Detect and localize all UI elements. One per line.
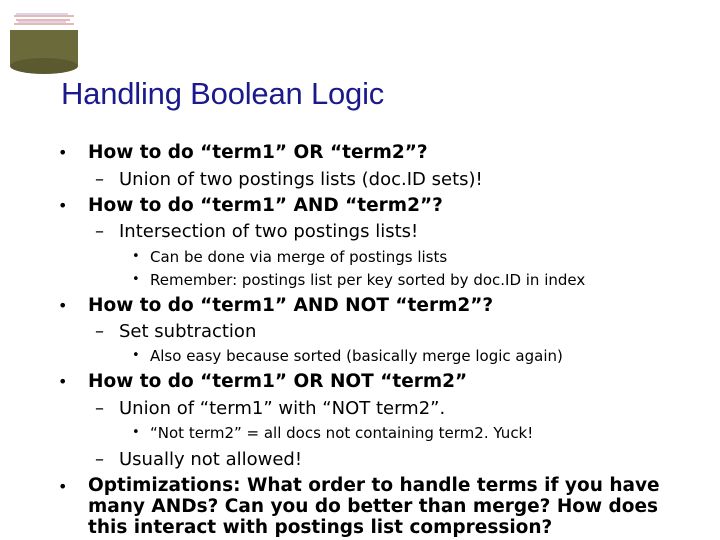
- subsubbullet-easy: [132, 347, 563, 365]
- bullet-marker: •: [58, 372, 68, 391]
- subbullet-not-allowed: [95, 449, 303, 470]
- bullet-text: Optimizations: What order to handle terms if you have many ANDs? Can you do better than merge? How does this interact with postings list compression?: [88, 475, 660, 538]
- bullet-text: How to do “term1” AND NOT “term2”?: [88, 295, 494, 316]
- subsubbullet-text: Also easy because sorted (basically merge logic again): [150, 347, 563, 365]
- bullet-marker: •: [132, 272, 140, 287]
- slide-title: Handling Boolean Logic: [61, 76, 385, 111]
- dash-marker: –: [95, 169, 104, 190]
- bullet-optimizations: [58, 475, 668, 538]
- subbullet-text: Union of two postings lists (doc.ID sets)!: [119, 169, 483, 190]
- bullet-marker: •: [58, 143, 68, 162]
- bullet-marker: •: [58, 196, 68, 215]
- bullet-text: How to do “term1” AND “term2”?: [88, 195, 443, 216]
- database-cylinder-logo-icon: [8, 10, 80, 74]
- bullet-and-not-question: [58, 295, 494, 316]
- subbullet-text: Set subtraction: [119, 321, 257, 342]
- subsubbullet-remember: [132, 271, 586, 289]
- dash-marker: –: [95, 221, 104, 242]
- subsubbullet-merge: [132, 248, 448, 266]
- bullet-marker: •: [132, 249, 140, 264]
- dash-marker: –: [95, 449, 104, 470]
- bullet-or-not-question: [58, 371, 468, 392]
- bullet-text: How to do “term1” OR “term2”?: [88, 142, 428, 163]
- logo: [8, 10, 80, 74]
- subsubbullet-not-term2: [132, 424, 534, 442]
- subbullet-union: [95, 169, 483, 190]
- bullet-text: How to do “term1” OR NOT “term2”: [88, 371, 468, 392]
- bullet-marker: •: [132, 425, 140, 440]
- subbullet-intersection: [95, 221, 419, 242]
- dash-marker: –: [95, 398, 104, 419]
- subbullet-union-not: [95, 398, 446, 419]
- subbullet-set-subtraction: [95, 321, 257, 342]
- bullet-marker: •: [132, 348, 140, 363]
- subsubbullet-text: Can be done via merge of postings lists: [150, 248, 448, 266]
- bullet-or-question: [58, 142, 428, 163]
- subbullet-text: Usually not allowed!: [119, 449, 303, 470]
- subsubbullet-text: “Not term2” = all docs not containing term2. Yuck!: [150, 424, 534, 442]
- subbullet-text: Intersection of two postings lists!: [119, 221, 419, 242]
- dash-marker: –: [95, 321, 104, 342]
- subbullet-text: Union of “term1” with “NOT term2”.: [119, 398, 446, 419]
- bullet-and-question: [58, 195, 443, 216]
- bullet-marker: •: [58, 296, 68, 315]
- bullet-marker: •: [58, 477, 68, 496]
- subsubbullet-text: Remember: postings list per key sorted by doc.ID in index: [150, 271, 586, 289]
